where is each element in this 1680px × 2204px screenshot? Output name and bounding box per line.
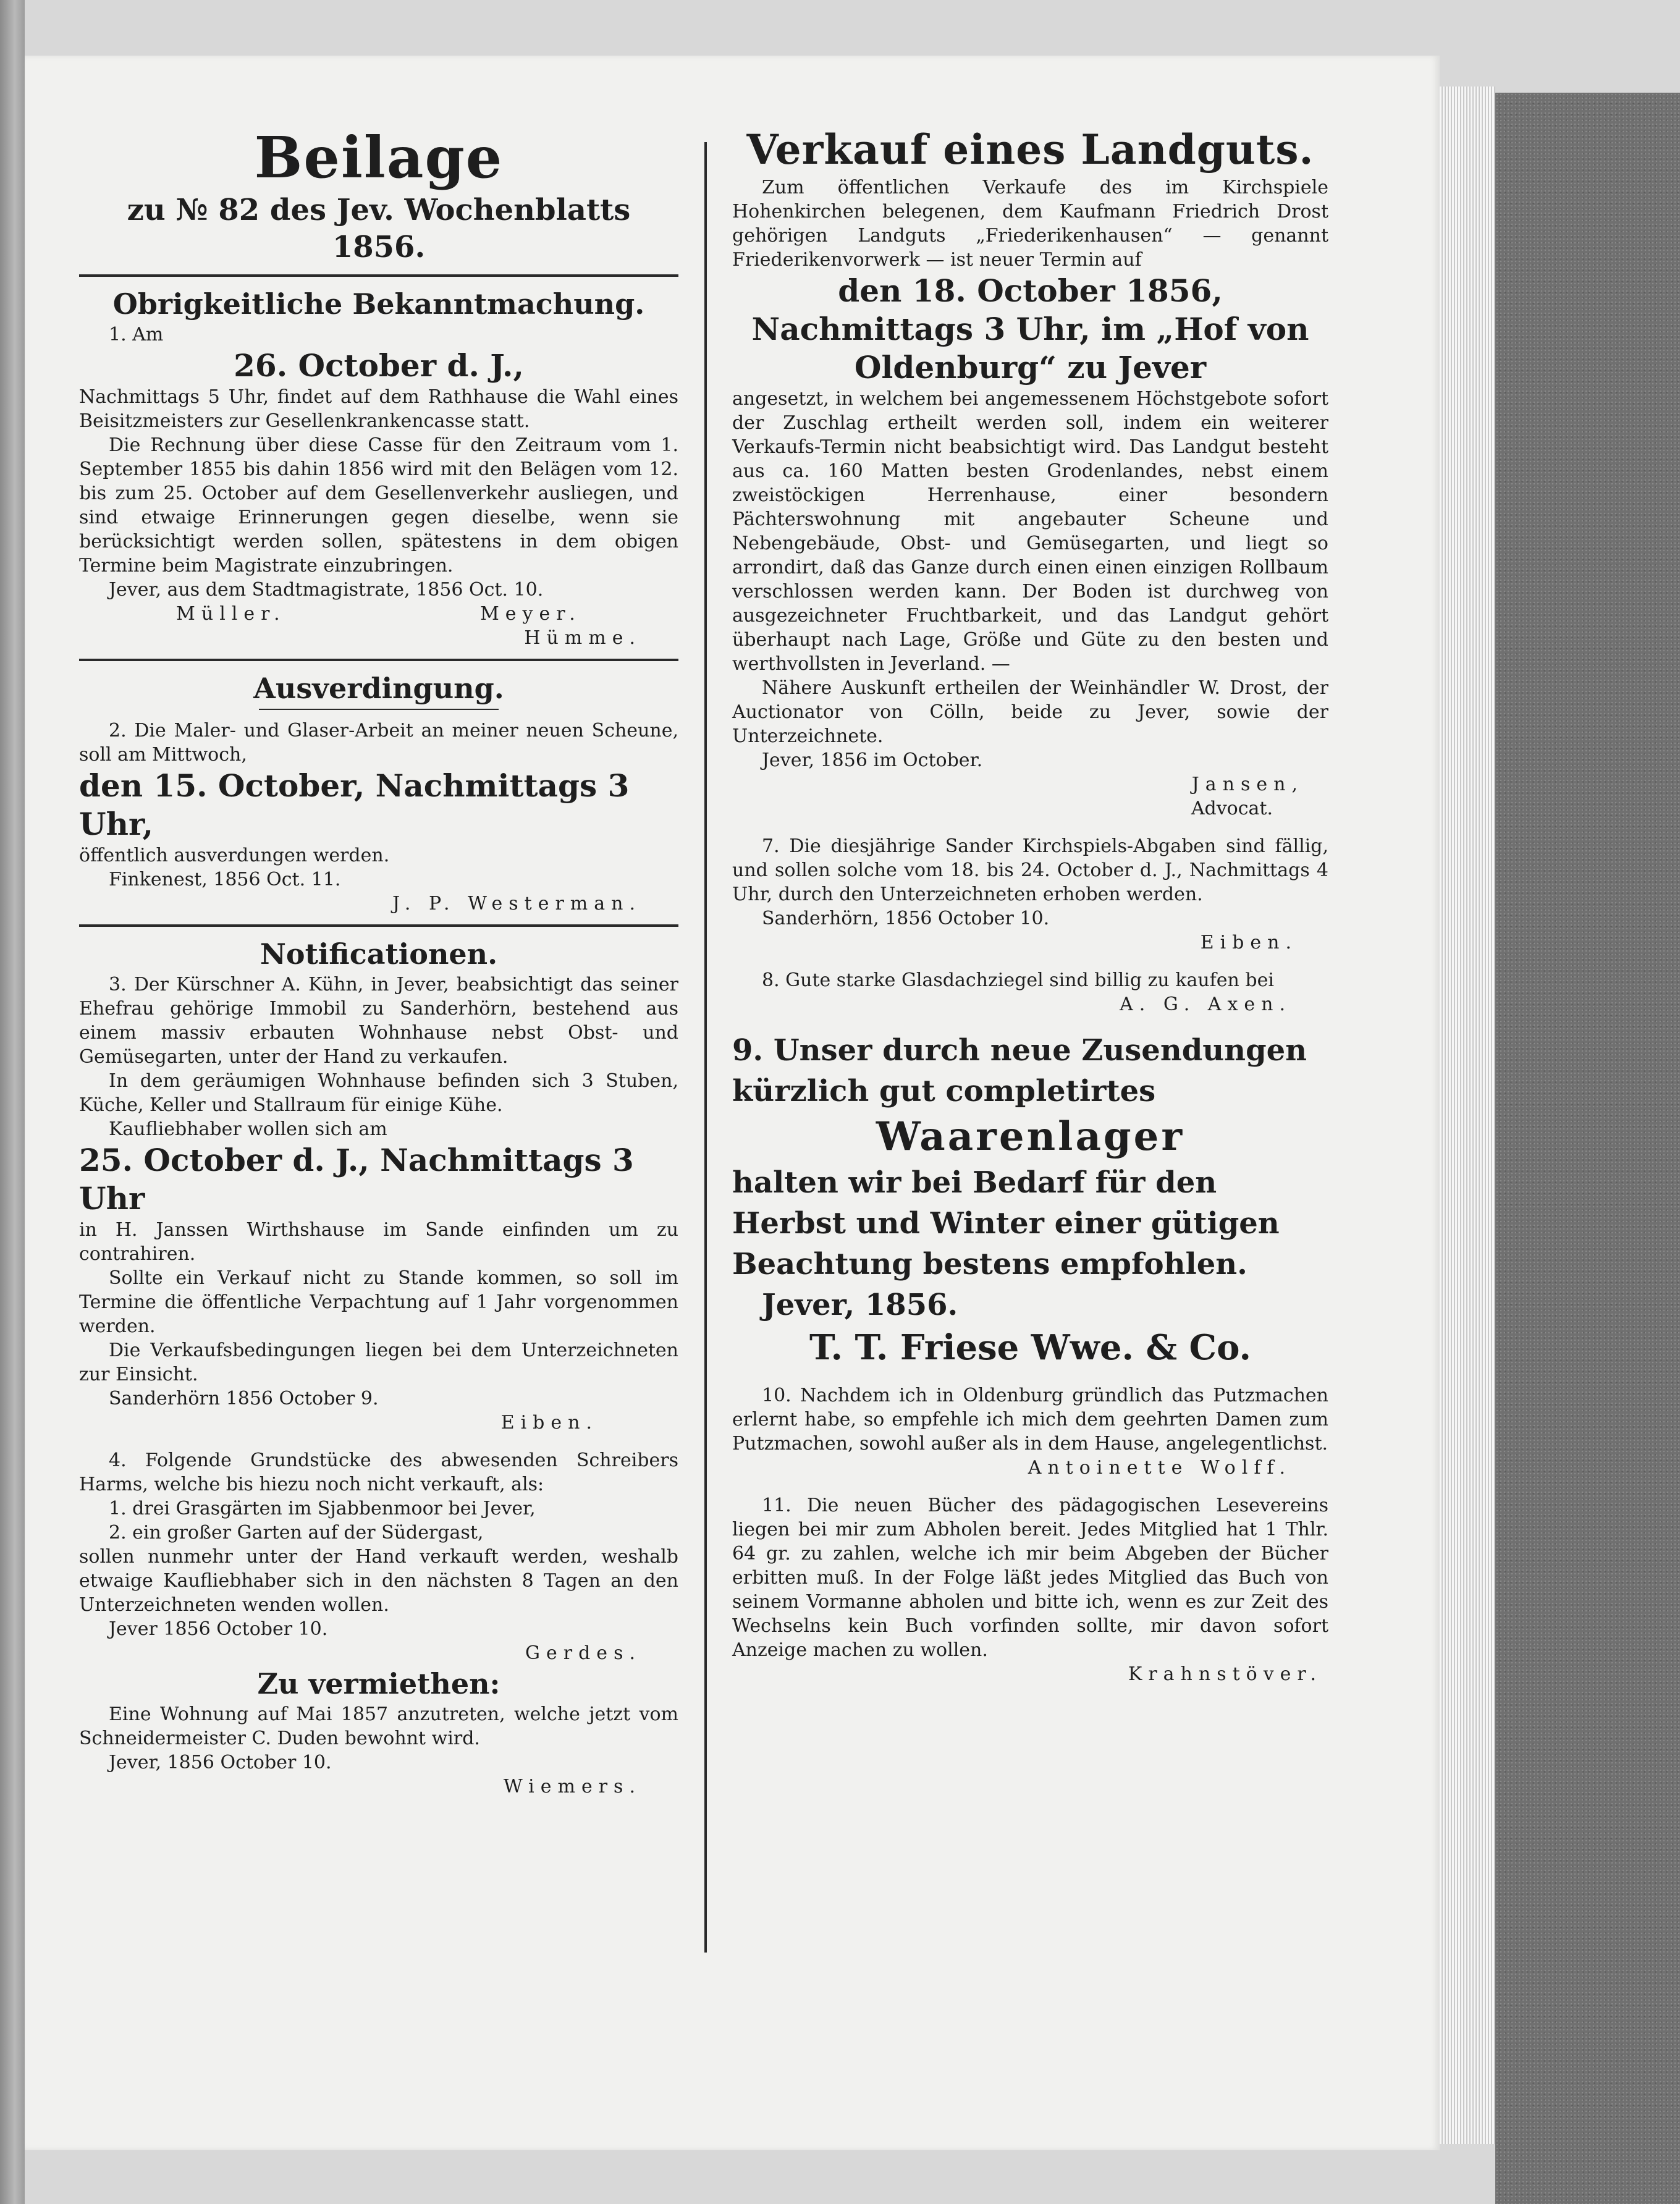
- notice-date: den 18. October 1856, Nachmittags 3 Uhr, im „Hof von Oldenburg“ zu Jever: [751, 272, 1309, 386]
- separator-rule: [79, 274, 678, 277]
- notice-text: 4. Folgende Grundstücke des abwesenden Schreibers Harms, welche bis hiezu noch nicht verkauft, als:: [79, 1450, 678, 1495]
- notice-text: 8. Gute starke Glasdachziegel sind billig zu kaufen bei: [762, 969, 1274, 991]
- notice-text: Sollte ein Verkauf nicht zu Stande kommen, so soll im Termine die öffentliche Verpachtung auf 1 Jahr vorgenommen werden.: [79, 1267, 678, 1337]
- signature: A. G. Axen.: [1120, 994, 1291, 1015]
- signature: Wiemers.: [503, 1776, 641, 1797]
- advert-firm: T. T. Friese Wwe. & Co.: [809, 1327, 1251, 1368]
- notice-place: Sanderhörn 1856 October 9.: [109, 1388, 379, 1409]
- signature: Hümme.: [524, 627, 641, 649]
- notice-text: angesetzt, in welchem bei angemessenem Höchstgebote sofort der Zuschlag ertheilt werden soll, indem ein weiterer Verkaufs-Termin nicht beabsichtigt wird. Das Landgut besteht aus ca. 160 Matten besten Grodenlandes, nebst einem zweistöckigen Herrenhause, einer besondern Pächterswohnung mit angebauter Scheune und Nebengebäude, Obst- und Gemüsegarten, und liegt so arrondirt, daß das Ganze durch einen einen einzigen Rollbaum verschlossen werden kann. Der Boden ist durchweg von ausgezeichneter Fruchtbarkeit, und das Landgut gehört überhaupt nach Lage, Größe und Güte zu den besten und werthvollsten in Jeverland. —: [732, 388, 1328, 675]
- signature: Antoinette Wolff.: [1028, 1457, 1291, 1479]
- notice-text: 7. Die diesjährige Sander Kirchspiels-Abgaben sind fällig, und sollen solche vom 18. bis 24. October d. J., Nachmittags 4 Uhr, durch den Unterzeichneten erhoben werden.: [732, 835, 1328, 905]
- notice-text: Kaufliebhaber wollen sich am: [109, 1118, 387, 1140]
- notice-text: Eine Wohnung auf Mai 1857 anzutreten, welche jetzt vom Schneidermeister C. Duden bewohnt wird.: [79, 1704, 678, 1749]
- signature: Eiben.: [500, 1412, 598, 1433]
- notice-place: Jever, 1856 October 10.: [109, 1752, 332, 1773]
- list-item: 1. drei Grasgärten im Sjabbenmoor bei Jever,: [109, 1498, 536, 1519]
- separator-rule: [79, 924, 678, 927]
- notice-text: sollen nunmehr unter der Hand verkauft werden, weshalb etwaige Kaufliebhaber sich in den nächsten 8 Tagen an den Unterzeichneten wenden wollen.: [79, 1546, 678, 1616]
- advert-text: 9. Unser durch neue Zusendungen kürzlich gut completirtes: [732, 1033, 1307, 1108]
- separator-rule: [79, 659, 678, 661]
- advert-highlight: Waarenlager: [876, 1113, 1185, 1160]
- signature-title: Advocat.: [1191, 798, 1273, 819]
- notice-text: in H. Janssen Wirthshause im Sande einfinden um zu contrahiren.: [79, 1219, 678, 1265]
- notice-text: öffentlich ausverdungen werden.: [79, 845, 390, 866]
- signature: Eiben.: [1200, 932, 1298, 953]
- notice-text: Nachmittags 5 Uhr, findet auf dem Rathhause die Wahl eines Beisitzmeisters zur Gesellenkrankencasse statt.: [79, 386, 678, 432]
- masthead-title: Beilage: [254, 124, 504, 191]
- signature: Jansen,: [1191, 774, 1304, 795]
- notice-date: 26. October d. J.,: [234, 347, 524, 384]
- notice-text: Zum öffentlichen Verkaufe des im Kirchspiele Hohenkirchen belegenen, dem Kaufmann Friedrich Drost gehörigen Landguts „Friederikenhausen“ — genannt Friederikenvorwerk — ist neuer Termin auf: [732, 177, 1328, 271]
- notice-date: den 15. October, Nachmittags 3 Uhr,: [79, 767, 630, 842]
- notice-date: 25. October d. J., Nachmittags 3 Uhr: [79, 1142, 634, 1217]
- notice-number: 1. Am: [109, 324, 164, 345]
- masthead-subtitle: zu № 82 des Jev. Wochenblatts 1856.: [127, 193, 631, 264]
- column-divider: [704, 142, 707, 1953]
- notice-text: In dem geräumigen Wohnhause befinden sich 3 Stuben, Küche, Keller und Stallraum für einige Kühe.: [79, 1070, 678, 1116]
- notice-text: Die Verkaufsbedingungen liegen bei dem Unterzeichneten zur Einsicht.: [79, 1340, 678, 1385]
- section-heading: Verkauf eines Landguts.: [746, 125, 1314, 174]
- notice-place: Jever 1856 October 10.: [109, 1618, 328, 1640]
- signature: Krahnstöver.: [1128, 1663, 1322, 1685]
- notice-text: 3. Der Kürschner A. Kühn, in Jever, beabsichtigt das seiner Ehefrau gehörige Immobil zu Sanderhörn, bestehend aus einem massiv erbauten Wohnhause nebst Obst- und Gemüsegarten, unter der Hand zu verkaufen.: [79, 974, 678, 1068]
- advert-text: halten wir bei Bedarf für den Herbst und Winter einer gütigen Beachtung bestens empfohlen.: [732, 1165, 1280, 1281]
- book-cover: [1495, 93, 1680, 2204]
- signature: Gerdes.: [525, 1642, 641, 1664]
- right-column: [732, 124, 1328, 1686]
- signature: Müller.: [176, 603, 286, 625]
- advert-place: Jever, 1856.: [762, 1288, 958, 1322]
- heading-rule: [259, 709, 499, 710]
- notice-place: Finkenest, 1856 Oct. 11.: [109, 869, 341, 890]
- signature: J. P. Westerman.: [392, 893, 641, 914]
- notice-place: Jever, 1856 im October.: [762, 749, 983, 771]
- notice-text: 11. Die neuen Bücher des pädagogischen Lesevereins liegen bei mir zum Abholen bereit. Jedes Mitglied hat 1 Thlr. 64 gr. zu zahlen, welche ich mir beim Abgeben der Bücher erbitten muß. In der Folge läßt jedes Mitglied das Buch von seinem Vormanne abholen und bitte ich, wenn es zur Zeit des Wechselns kein Buch vorfinden sollte, mir davon sofort Anzeige machen zu wollen.: [732, 1495, 1328, 1661]
- section-heading: Obrigkeitliche Bekanntmachung.: [112, 287, 645, 321]
- section-heading: Notificationen.: [260, 937, 498, 971]
- signature: Meyer.: [480, 603, 581, 625]
- list-item: 2. ein großer Garten auf der Südergast,: [109, 1522, 484, 1543]
- signature-row: [79, 602, 678, 626]
- notice-text: 2. Die Maler- und Glaser-Arbeit an meiner neuen Scheune, soll am Mittwoch,: [79, 720, 678, 766]
- book-binding: [0, 0, 25, 2204]
- page-edges: [1440, 87, 1495, 2144]
- left-column: [79, 124, 678, 1799]
- notice-text: 10. Nachdem ich in Oldenburg gründlich das Putzmachen erlernt habe, so empfehle ich mich dem geehrten Damen zum Putzmachen, sowohl außer als in dem Hause, angelegentlichst.: [732, 1385, 1328, 1455]
- notice-text: Nähere Auskunft ertheilen der Weinhändler W. Drost, der Auctionator von Cölln, beide zu Jever, sowie der Unterzeichnete.: [732, 677, 1328, 747]
- section-heading: Ausverdingung.: [253, 672, 504, 705]
- section-heading: Zu vermiethen:: [257, 1667, 500, 1700]
- notice-place: Jever, aus dem Stadtmagistrate, 1856 Oct. 10.: [109, 579, 544, 601]
- notice-place: Sanderhörn, 1856 October 10.: [762, 908, 1050, 929]
- notice-text: Die Rechnung über diese Casse für den Zeitraum vom 1. September 1855 bis dahin 1856 wird mit den Belägen vom 12. bis zum 25. October auf dem Gesellenverkehr ausliegen, und sind etwaige Erinnerungen gegen dieselbe, wenn sie berücksichtigt werden sollen, spätestens in dem obigen Termine beim Magistrate einzubringen.: [79, 434, 678, 576]
